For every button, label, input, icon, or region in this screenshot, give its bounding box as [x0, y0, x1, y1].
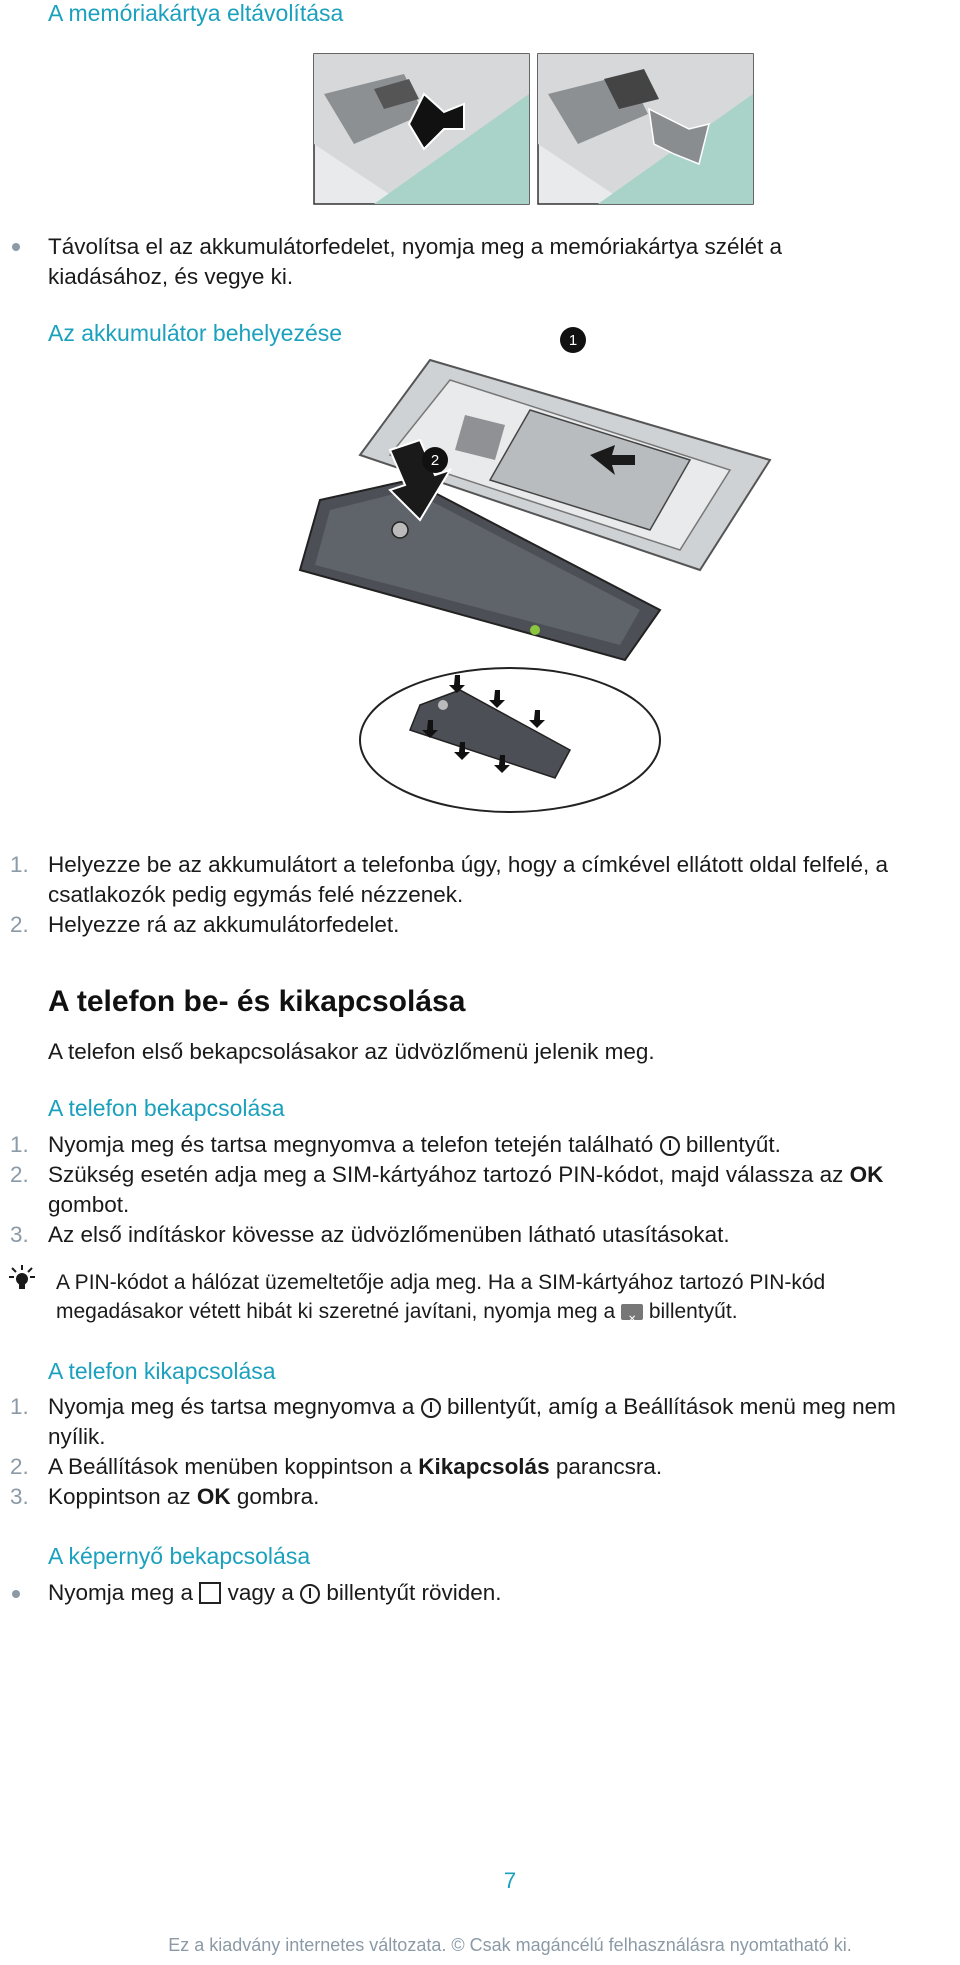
pin-tip	[56, 1268, 906, 1326]
tip-lightbulb-icon	[6, 1263, 38, 1298]
step-number: 2.	[10, 912, 29, 937]
step-text-mid: vagy a	[227, 1580, 294, 1605]
backspace-icon	[621, 1304, 643, 1320]
step-number: 3.	[10, 1222, 29, 1247]
step-number: 1.	[10, 852, 29, 877]
step-number: 3.	[10, 1484, 29, 1509]
ok-label: OK	[196, 1484, 231, 1509]
screen-on-instruction	[48, 1578, 502, 1608]
page-number: 7	[503, 1868, 517, 1893]
step-text: Szükség esetén adja meg a SIM-kártyához tartozó PIN-kódot, majd válassza az	[48, 1162, 844, 1187]
step-text-end: gombra.	[236, 1484, 320, 1509]
step-text: A Beállítások menüben koppintson a	[48, 1454, 412, 1479]
battery-heading: Az akkumulátor behelyezése	[48, 320, 343, 346]
step-text: Koppintson az	[48, 1484, 191, 1509]
power-off-heading: A telefon kikapcsolása	[48, 1358, 276, 1384]
step-text-end: gombot.	[48, 1192, 130, 1217]
step-text: Helyezze rá az akkumulátorfedelet.	[48, 912, 400, 937]
power-section-intro: A telefon első bekapcsolásakor az üdvözlőmenü jelenik meg.	[48, 1039, 655, 1064]
bullet-dot	[12, 1590, 20, 1598]
tip-text-end: billentyűt.	[648, 1300, 738, 1323]
step-text: Helyezze be az akkumulátort a telefonba úgy, hogy a címkével ellátott oldal felfelé, a csatlakozók pedig egymás felé nézzenek.	[48, 852, 889, 907]
power-off-label: Kikapcsolás	[418, 1454, 550, 1479]
step-number: 2.	[10, 1162, 29, 1187]
step-number: 1.	[10, 1132, 29, 1157]
step-text-end: billentyűt.	[685, 1132, 781, 1157]
battery-illustration	[290, 332, 770, 825]
power-icon	[421, 1398, 441, 1418]
step-text: Nyomja meg a	[48, 1580, 194, 1605]
memory-card-panel-right	[538, 54, 753, 204]
memory-card-instruction: Távolítsa el az akkumulátorfedelet, nyomja meg a memóriakártya szélét a kiadásához, és vegye ki.	[48, 234, 783, 289]
power-icon	[660, 1136, 680, 1156]
step-text: Nyomja meg és tartsa megnyomva a	[48, 1394, 415, 1419]
memory-card-illustration	[314, 54, 764, 209]
ok-label: OK	[849, 1162, 884, 1187]
memory-card-panel-left	[314, 54, 529, 204]
step-text-end: billentyűt röviden.	[326, 1580, 502, 1605]
step-number: 1.	[10, 1394, 29, 1419]
step-text: Az első indításkor kövesse az üdvözlőmenüben látható utasításokat.	[48, 1222, 730, 1247]
footer-note: Ez a kiadvány internetes változata. © Csak magáncélú felhasználásra nyomtatható ki.	[168, 1935, 852, 1955]
callout-1: 1	[568, 332, 578, 349]
screen-on-heading: A képernyő bekapcsolása	[48, 1543, 311, 1569]
power-section-title: A telefon be- és kikapcsolása	[48, 985, 466, 1018]
step-text-end: parancsra.	[555, 1454, 663, 1479]
callout-2: 2	[430, 452, 440, 469]
home-key-icon	[199, 1582, 221, 1604]
step-text: Nyomja meg és tartsa megnyomva a telefon tetején található	[48, 1132, 654, 1157]
cover-detail-inset	[360, 668, 660, 812]
power-on-heading: A telefon bekapcsolása	[48, 1095, 285, 1121]
tip-text: A PIN-kódot a hálózat üzemeltetője adja meg. Ha a SIM-kártyához tartozó PIN-kód megadásakor vétett hibát ki szeretné javítani, nyomja meg a	[56, 1271, 826, 1323]
step-number: 2.	[10, 1454, 29, 1479]
power-icon	[300, 1584, 320, 1604]
memory-card-heading: A memóriakártya eltávolítása	[48, 0, 344, 26]
bullet-dot	[12, 243, 20, 251]
step-text-end: billentyűt, amíg a Beállítások menü meg nem nyílik.	[48, 1394, 896, 1449]
